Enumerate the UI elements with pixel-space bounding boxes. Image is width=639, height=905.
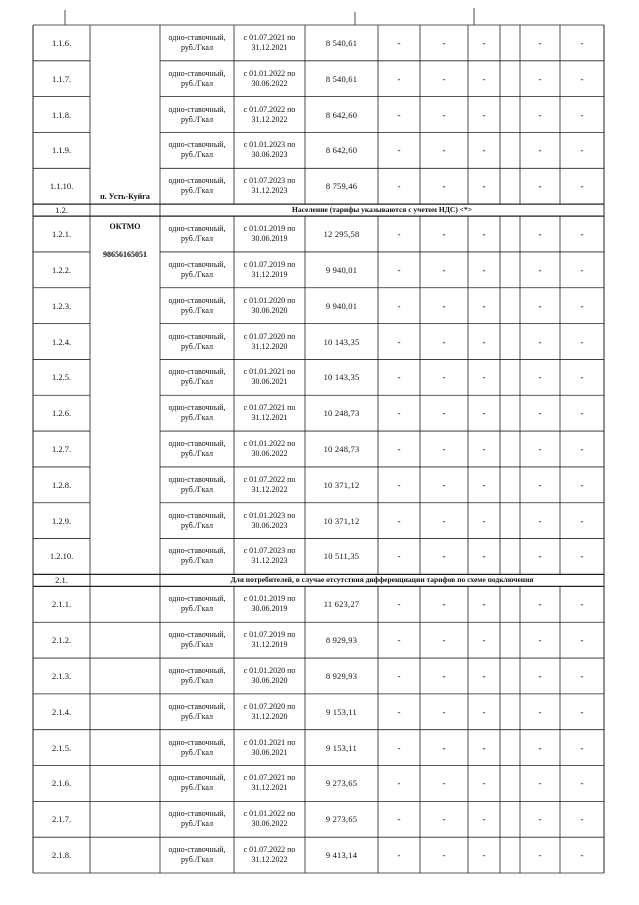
empty-value-dash-3: -: [482, 515, 486, 526]
tariff-value: 10 371,12: [323, 515, 360, 526]
empty-value-dash-2: -: [442, 599, 446, 610]
row-number: 1.2.6.: [51, 408, 72, 419]
tariff-period: с 01.07.2021 по 31.12.2021: [243, 32, 296, 52]
empty-value-dash-2: -: [442, 515, 446, 526]
empty-value-dash-2: -: [442, 408, 446, 419]
empty-value-dash-5: -: [580, 814, 584, 825]
tariff-type: одно-ставочный, руб./Гкал: [168, 403, 226, 423]
settlement-name: п. Усть-Куйга: [100, 191, 150, 201]
empty-value-dash-5: -: [580, 742, 584, 753]
empty-value-dash-3: -: [482, 706, 486, 717]
row-number: 2.1.8.: [51, 850, 72, 861]
empty-value-dash-4: -: [538, 264, 542, 275]
row-number: 1.2.8.: [51, 479, 72, 490]
empty-value-dash-4: -: [538, 336, 542, 347]
empty-value-dash-3: -: [482, 551, 486, 562]
tariff-type: одно-ставочный, руб./Гкал: [168, 665, 226, 685]
tariff-period: с 01.01.2019 по 30.06.2019: [243, 224, 296, 244]
empty-value-dash-5: -: [580, 670, 584, 681]
empty-value-dash-1: -: [397, 599, 401, 610]
empty-value-dash-3: -: [482, 109, 486, 120]
tariff-period: с 01.01.2022 по 30.06.2022: [243, 438, 296, 458]
tariff-period: с 01.07.2023 по 31.12.2023: [243, 176, 296, 196]
empty-value-dash-4: -: [538, 706, 542, 717]
empty-value-dash-5: -: [580, 372, 584, 383]
tariff-value: 9 273,65: [325, 778, 358, 789]
row-number: 1.2.10.: [49, 551, 74, 562]
empty-value-dash-1: -: [397, 408, 401, 419]
empty-value-dash-4: -: [538, 37, 542, 48]
empty-value-dash-1: -: [397, 635, 401, 646]
tariff-period: с 01.01.2021 по 30.06.2021: [243, 367, 296, 387]
row-number: 1.2.9.: [51, 515, 72, 526]
row-number: 1.2.4.: [51, 336, 72, 347]
empty-value-dash-4: -: [538, 515, 542, 526]
empty-value-dash-1: -: [397, 551, 401, 562]
row-number: 1.1.7.: [51, 73, 72, 84]
tariff-type: одно-ставочный, руб./Гкал: [168, 295, 226, 315]
empty-value-dash-3: -: [482, 814, 486, 825]
empty-value-dash-2: -: [442, 109, 446, 120]
empty-value-dash-5: -: [580, 145, 584, 156]
empty-value-dash-5: -: [580, 73, 584, 84]
tariff-value: 10 248,73: [323, 443, 360, 454]
tariff-type: одно-ставочный, руб./Гкал: [168, 367, 226, 387]
empty-value-dash-5: -: [580, 515, 584, 526]
tariff-value: 10 371,12: [323, 479, 360, 490]
tariff-period: с 01.07.2021 по 31.12.2021: [243, 403, 296, 423]
tariff-type: одно-ставочный, руб./Гкал: [168, 32, 226, 52]
empty-value-dash-3: -: [482, 479, 486, 490]
row-number: 2.1.3.: [51, 670, 72, 681]
empty-value-dash-1: -: [397, 109, 401, 120]
row-number: 1.2.5.: [51, 372, 72, 383]
empty-value-dash-1: -: [397, 145, 401, 156]
empty-value-dash-1: -: [397, 300, 401, 311]
tariff-type: одно-ставочный, руб./Гкал: [168, 176, 226, 196]
tariff-value: 8 540,61: [325, 37, 358, 48]
tariff-period: с 01.01.2019 по 30.06.2019: [243, 594, 296, 614]
tariff-value: 12 295,58: [323, 229, 360, 240]
empty-value-dash-2: -: [442, 181, 446, 192]
empty-value-dash-5: -: [580, 229, 584, 240]
empty-value-dash-5: -: [580, 300, 584, 311]
tariff-value: 8 759,46: [325, 181, 358, 192]
tariff-value: 9 153,11: [325, 706, 358, 717]
tariff-period: с 01.07.2022 по 31.12.2022: [243, 104, 296, 124]
empty-value-dash-3: -: [482, 443, 486, 454]
tariff-type: одно-ставочный, руб./Гкал: [168, 546, 226, 566]
empty-value-dash-1: -: [397, 37, 401, 48]
tariff-value: 9 940,01: [325, 300, 358, 311]
empty-value-dash-4: -: [538, 670, 542, 681]
empty-value-dash-5: -: [580, 778, 584, 789]
empty-value-dash-1: -: [397, 706, 401, 717]
section-header: Для потребителей, в случае отсутствия дифференциации тарифов по схеме подключения: [230, 575, 534, 585]
tariff-period: с 01.01.2020 по 30.06.2020: [243, 295, 296, 315]
tariff-type: одно-ставочный, руб./Гкал: [168, 594, 226, 614]
row-number: 2.1.7.: [51, 814, 72, 825]
tariff-type: одно-ставочный, руб./Гкал: [168, 701, 226, 721]
empty-value-dash-1: -: [397, 443, 401, 454]
oktmo-label: ОКТМО: [109, 221, 141, 231]
empty-value-dash-2: -: [442, 264, 446, 275]
tariff-type: одно-ставочный, руб./Гкал: [168, 737, 226, 757]
tariff-period: с 01.07.2020 по 31.12.2020: [243, 331, 296, 351]
tariff-period: с 01.01.2023 по 30.06.2023: [243, 510, 296, 530]
tariff-value: 11 623,27: [323, 599, 360, 610]
tariff-period: с 01.07.2022 по 31.12.2022: [243, 474, 296, 494]
empty-value-dash-4: -: [538, 300, 542, 311]
tariff-value: 10 248,73: [323, 408, 360, 419]
empty-value-dash-1: -: [397, 336, 401, 347]
tariff-period: с 01.01.2020 по 30.06.2020: [243, 665, 296, 685]
tariff-period: с 01.01.2023 по 30.06.2023: [243, 140, 296, 160]
empty-value-dash-5: -: [580, 599, 584, 610]
empty-value-dash-4: -: [538, 551, 542, 562]
empty-value-dash-5: -: [580, 479, 584, 490]
empty-value-dash-4: -: [538, 635, 542, 646]
empty-value-dash-5: -: [580, 635, 584, 646]
empty-value-dash-3: -: [482, 181, 486, 192]
oktmo-code: 98656165051: [103, 249, 147, 259]
empty-value-dash-4: -: [538, 145, 542, 156]
section-header: Население (тарифы указываются с учетом НДС) <*>: [292, 205, 472, 215]
row-number: 2.1.6.: [51, 778, 72, 789]
empty-value-dash-4: -: [538, 850, 542, 861]
empty-value-dash-1: -: [397, 73, 401, 84]
tariff-type: одно-ставочный, руб./Гкал: [168, 68, 226, 88]
empty-value-dash-3: -: [482, 145, 486, 156]
tariff-period: с 01.01.2022 по 30.06.2022: [243, 809, 296, 829]
tariff-type: одно-ставочный, руб./Гкал: [168, 224, 226, 244]
tariff-type: одно-ставочный, руб./Гкал: [168, 438, 226, 458]
empty-value-dash-4: -: [538, 778, 542, 789]
empty-value-dash-2: -: [442, 778, 446, 789]
empty-value-dash-3: -: [482, 408, 486, 419]
empty-value-dash-2: -: [442, 706, 446, 717]
empty-value-dash-2: -: [442, 635, 446, 646]
empty-value-dash-3: -: [482, 264, 486, 275]
empty-value-dash-4: -: [538, 229, 542, 240]
empty-value-dash-5: -: [580, 850, 584, 861]
tariff-type: одно-ставочный, руб./Гкал: [168, 809, 226, 829]
tariff-value: 10 143,35: [323, 336, 360, 347]
empty-value-dash-3: -: [482, 229, 486, 240]
tariff-period: с 01.07.2019 по 31.12.2019: [243, 259, 296, 279]
empty-value-dash-4: -: [538, 181, 542, 192]
empty-value-dash-4: -: [538, 742, 542, 753]
empty-value-dash-1: -: [397, 264, 401, 275]
empty-value-dash-2: -: [442, 336, 446, 347]
empty-value-dash-3: -: [482, 635, 486, 646]
tariff-value: 8 929,93: [325, 670, 358, 681]
row-number: 2.1.2.: [51, 635, 72, 646]
empty-value-dash-2: -: [442, 443, 446, 454]
empty-value-dash-2: -: [442, 73, 446, 84]
tariff-value: 10 143,35: [323, 372, 360, 383]
empty-value-dash-1: -: [397, 229, 401, 240]
tariff-type: одно-ставочный, руб./Гкал: [168, 474, 226, 494]
tariff-type: одно-ставочный, руб./Гкал: [168, 510, 226, 530]
row-number: 2.1.5.: [51, 742, 72, 753]
empty-value-dash-2: -: [442, 479, 446, 490]
row-number: 2.1.4.: [51, 706, 72, 717]
empty-value-dash-5: -: [580, 336, 584, 347]
empty-value-dash-3: -: [482, 300, 486, 311]
section-number: 2.1.: [55, 575, 68, 586]
empty-value-dash-1: -: [397, 670, 401, 681]
empty-value-dash-2: -: [442, 145, 446, 156]
tariff-type: одно-ставочный, руб./Гкал: [168, 630, 226, 650]
empty-value-dash-5: -: [580, 181, 584, 192]
empty-value-dash-5: -: [580, 264, 584, 275]
tariff-period: с 01.07.2022 по 31.12.2022: [243, 845, 296, 865]
empty-value-dash-2: -: [442, 814, 446, 825]
empty-value-dash-1: -: [397, 814, 401, 825]
empty-value-dash-3: -: [482, 850, 486, 861]
empty-value-dash-4: -: [538, 109, 542, 120]
empty-value-dash-4: -: [538, 408, 542, 419]
empty-value-dash-2: -: [442, 670, 446, 681]
empty-value-dash-5: -: [580, 37, 584, 48]
empty-value-dash-3: -: [482, 73, 486, 84]
tariff-type: одно-ставочный, руб./Гкал: [168, 845, 226, 865]
empty-value-dash-3: -: [482, 599, 486, 610]
empty-value-dash-5: -: [580, 408, 584, 419]
empty-value-dash-4: -: [538, 372, 542, 383]
empty-value-dash-3: -: [482, 37, 486, 48]
row-number: 1.2.1.: [51, 229, 72, 240]
empty-value-dash-3: -: [482, 372, 486, 383]
row-number: 1.2.3.: [51, 300, 72, 311]
empty-value-dash-4: -: [538, 73, 542, 84]
tariff-value: 9 413,14: [325, 850, 358, 861]
row-number: 1.1.8.: [51, 109, 72, 120]
tariff-type: одно-ставочный, руб./Гкал: [168, 773, 226, 793]
empty-value-dash-1: -: [397, 479, 401, 490]
empty-value-dash-2: -: [442, 742, 446, 753]
row-number: 1.2.2.: [51, 264, 72, 275]
empty-value-dash-3: -: [482, 742, 486, 753]
empty-value-dash-2: -: [442, 551, 446, 562]
empty-value-dash-5: -: [580, 551, 584, 562]
tariff-period: с 01.07.2023 по 31.12.2023: [243, 546, 296, 566]
empty-value-dash-4: -: [538, 479, 542, 490]
empty-value-dash-5: -: [580, 443, 584, 454]
row-number: 1.2.7.: [51, 443, 72, 454]
tariff-type: одно-ставочный, руб./Гкал: [168, 140, 226, 160]
tariff-value: 8 929,93: [325, 635, 358, 646]
empty-value-dash-5: -: [580, 109, 584, 120]
empty-value-dash-3: -: [482, 336, 486, 347]
row-number: 1.1.9.: [51, 145, 72, 156]
tariff-period: с 01.01.2022 по 30.06.2022: [243, 68, 296, 88]
tariff-type: одно-ставочный, руб./Гкал: [168, 104, 226, 124]
tariff-value: 9 273,65: [325, 814, 358, 825]
empty-value-dash-4: -: [538, 599, 542, 610]
empty-value-dash-2: -: [442, 850, 446, 861]
row-number: 2.1.1.: [51, 599, 72, 610]
empty-value-dash-5: -: [580, 706, 584, 717]
tariff-value: 9 153,11: [325, 742, 358, 753]
empty-value-dash-1: -: [397, 372, 401, 383]
tariff-type: одно-ставочный, руб./Гкал: [168, 259, 226, 279]
tariff-period: с 01.07.2019 по 31.12.2019: [243, 630, 296, 650]
row-number: 1.1.10.: [49, 181, 74, 192]
empty-value-dash-1: -: [397, 515, 401, 526]
empty-value-dash-1: -: [397, 778, 401, 789]
row-number: 1.1.6.: [51, 37, 72, 48]
tariff-value: 10 511,35: [323, 551, 360, 562]
empty-value-dash-2: -: [442, 300, 446, 311]
empty-value-dash-4: -: [538, 814, 542, 825]
empty-value-dash-3: -: [482, 670, 486, 681]
tariff-period: с 01.07.2020 по 31.12.2020: [243, 701, 296, 721]
tariff-value: 9 940,01: [325, 264, 358, 275]
empty-value-dash-2: -: [442, 229, 446, 240]
empty-value-dash-3: -: [482, 778, 486, 789]
tariff-value: 8 540,61: [325, 73, 358, 84]
tariff-value: 8 642,60: [325, 145, 358, 156]
tariff-value: 8 642,60: [325, 109, 358, 120]
empty-value-dash-1: -: [397, 850, 401, 861]
empty-value-dash-2: -: [442, 372, 446, 383]
tariff-period: с 01.01.2021 по 30.06.2021: [243, 737, 296, 757]
section-number: 1.2.: [55, 205, 68, 216]
empty-value-dash-1: -: [397, 181, 401, 192]
empty-value-dash-1: -: [397, 742, 401, 753]
empty-value-dash-4: -: [538, 443, 542, 454]
empty-value-dash-2: -: [442, 37, 446, 48]
tariff-period: с 01.07.2021 по 31.12.2021: [243, 773, 296, 793]
tariff-type: одно-ставочный, руб./Гкал: [168, 331, 226, 351]
